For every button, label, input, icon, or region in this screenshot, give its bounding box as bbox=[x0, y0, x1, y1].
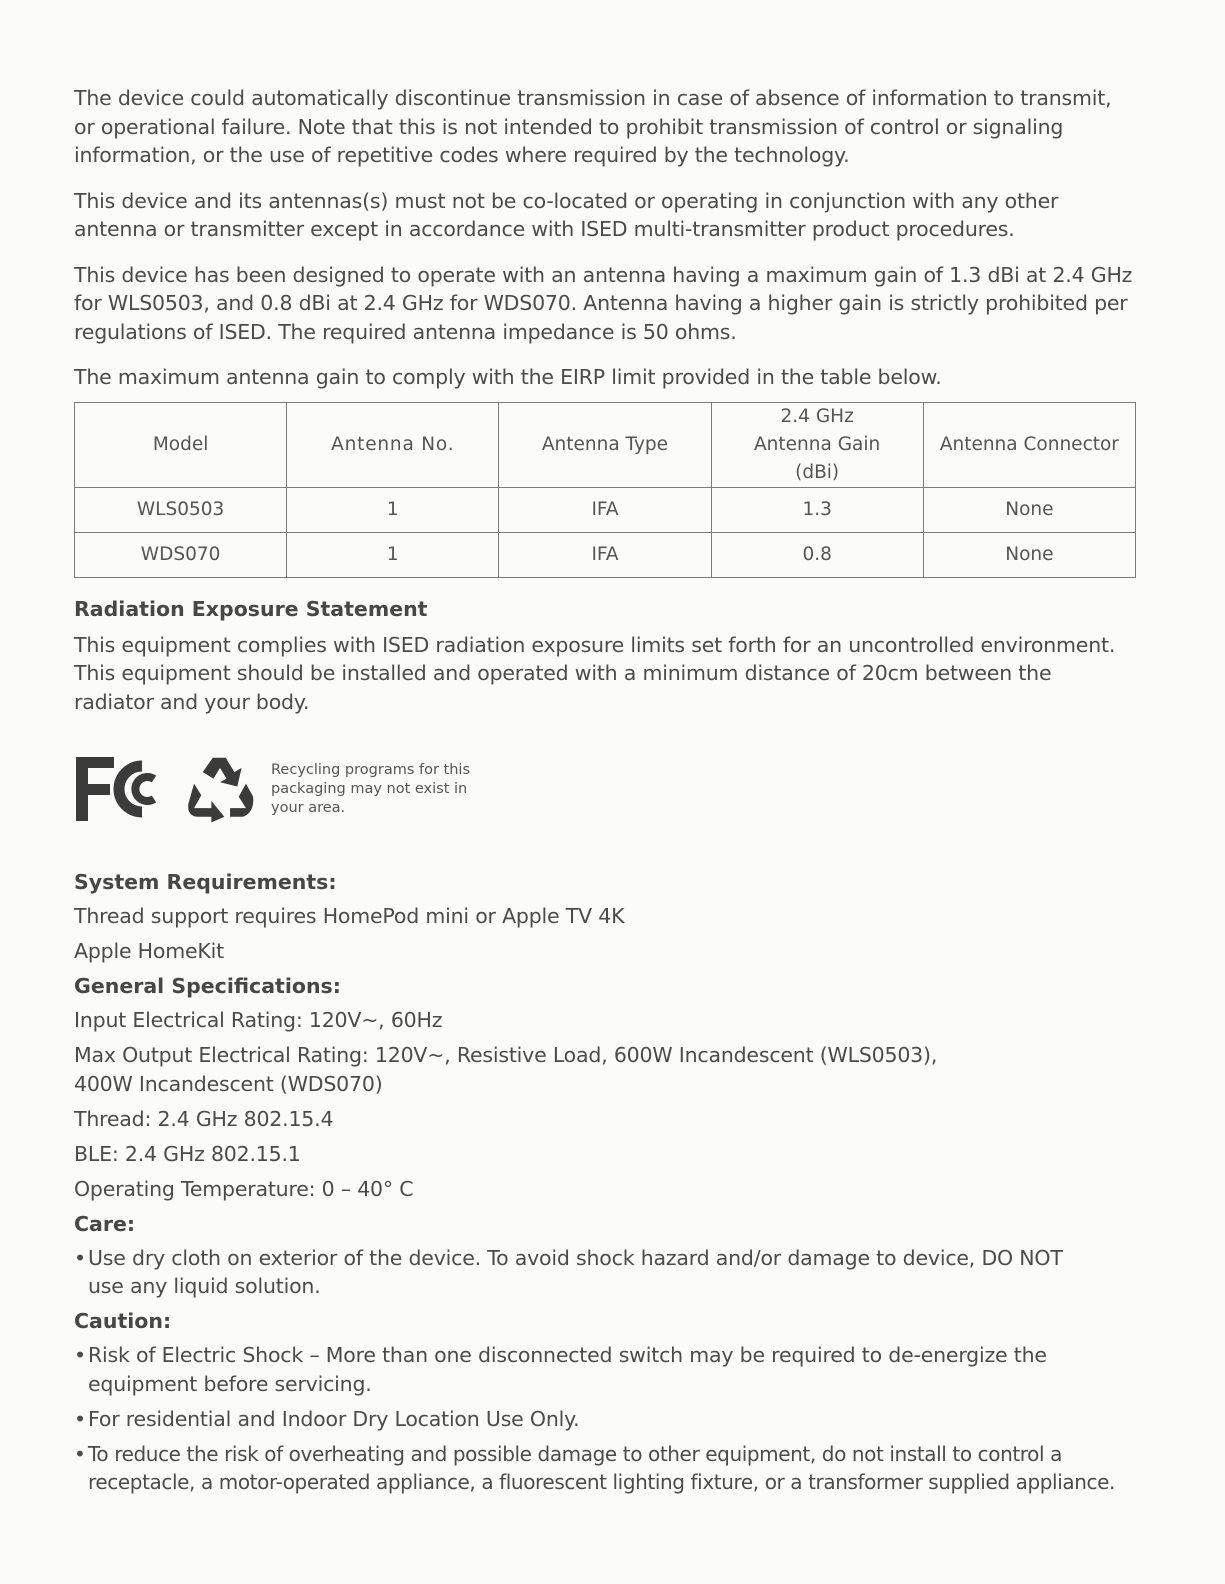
table-header-antenna-type: Antenna Type bbox=[499, 402, 711, 487]
antenna-table bbox=[74, 402, 1136, 578]
bullet-dot: • bbox=[74, 1343, 86, 1367]
bullet-dot: • bbox=[74, 1245, 86, 1270]
table-row bbox=[75, 532, 1136, 577]
bullet-dot: • bbox=[74, 1441, 86, 1466]
fcc-logo-icon bbox=[74, 755, 166, 823]
table-header-gain-text: 2.4 GHz Antenna Gain (dBi) bbox=[754, 405, 881, 483]
document-content bbox=[74, 84, 1136, 1503]
caution-heading: Caution: bbox=[74, 1309, 172, 1333]
spec-line: BLE: 2.4 GHz 802.15.1 bbox=[74, 1141, 301, 1166]
list-item bbox=[74, 1341, 1078, 1398]
radiation-heading: Radiation Exposure Statement bbox=[74, 596, 428, 621]
paragraph-antenna-gain: This device has been designed to operate with an antenna having a maximum gain of 1.3 dBi at 2.4 GHz for WLS0503, and 0.8 dBi at 2.4 GHz for WDS070. Antenna having a higher gain is strictly prohibited per regulations of ISED. The required antenna impedance is 50 ohms. bbox=[74, 262, 1133, 344]
table-cell-gain: 1.3 bbox=[711, 487, 923, 532]
table-header-antenna-no: Antenna No. bbox=[287, 402, 499, 487]
care-bullet-text: Use dry cloth on exterior of the device. To avoid shock hazard and/or damage to device, DO NOT use any liquid solution. bbox=[88, 1245, 1063, 1298]
table-cell-gain: 0.8 bbox=[711, 532, 923, 577]
table-row bbox=[75, 487, 1136, 532]
general-specifications-heading: General Specifications: bbox=[74, 974, 341, 998]
table-cell-antenna-type: IFA bbox=[499, 532, 711, 577]
table-header-connector: Antenna Connector bbox=[923, 402, 1135, 487]
recycle-icon bbox=[184, 752, 256, 824]
table-header-gain bbox=[711, 402, 923, 487]
system-line: Apple HomeKit bbox=[74, 939, 224, 963]
table-cell-antenna-type: IFA bbox=[499, 487, 711, 532]
list-item bbox=[74, 1440, 1136, 1497]
recycle-text: Recycling programs for this packaging may not exist in your area. bbox=[271, 762, 470, 816]
list-item bbox=[74, 1405, 1136, 1434]
system-requirements-heading: System Requirements: bbox=[74, 870, 337, 894]
paragraph-eirp: The maximum antenna gain to comply with the EIRP limit provided in the table below. bbox=[74, 365, 942, 389]
table-cell-model: WLS0503 bbox=[75, 487, 287, 532]
spec-line: Input Electrical Rating: 120V~, 60Hz bbox=[74, 1008, 443, 1032]
bullet-dot: • bbox=[74, 1406, 86, 1431]
care-heading: Care: bbox=[74, 1211, 136, 1236]
paragraph-colocation: This device and its antennas(s) must not be co-located or operating in conjunction with any other antenna or transmitter except in accordance with ISED multi-transmitter product procedures. bbox=[74, 188, 1059, 241]
table-cell-connector: None bbox=[923, 532, 1135, 577]
logo-row bbox=[74, 752, 1136, 832]
radiation-text: This equipment complies with ISED radiation exposure limits set forth for an uncontrolled environment. This equipment should be installed and operated with a minimum distance of 20cm between the radiator and your body. bbox=[74, 632, 1116, 714]
caution-bullet-text: To reduce the risk of overheating and possible damage to other equipment, do not install to control a receptacle, a motor-operated appliance, a fluorescent lighting fixture, or a transformer supplied appliance. bbox=[88, 1441, 1115, 1494]
system-line: Thread support requires HomePod mini or Apple TV 4K bbox=[74, 904, 625, 928]
table-cell-model: WDS070 bbox=[75, 532, 287, 577]
table-header-row bbox=[75, 402, 1136, 487]
spec-line: Thread: 2.4 GHz 802.15.4 bbox=[74, 1106, 334, 1131]
table-header-model: Model bbox=[75, 402, 287, 487]
list-item bbox=[74, 1244, 1078, 1301]
caution-bullet-text: For residential and Indoor Dry Location Use Only. bbox=[88, 1406, 580, 1431]
spec-line: Max Output Electrical Rating: 120V~, Resistive Load, 600W Incandescent (WLS0503), 400W Incandescent (WDS070) bbox=[74, 1043, 938, 1096]
table-cell-antenna-no: 1 bbox=[287, 532, 499, 577]
table-cell-antenna-no: 1 bbox=[287, 487, 499, 532]
table-cell-connector: None bbox=[923, 487, 1135, 532]
caution-bullet-text: Risk of Electric Shock – More than one disconnected switch may be required to de-energize the equipment before servicing. bbox=[88, 1343, 1047, 1396]
paragraph-transmission: The device could automatically discontinue transmission in case of absence of information to transmit, or operational failure. Note that this is not intended to prohibit transmission of control or signaling information, or the use of repetitive codes where required by the technology. bbox=[74, 86, 1112, 167]
spec-line: Operating Temperature: 0 – 40° C bbox=[74, 1176, 414, 1201]
